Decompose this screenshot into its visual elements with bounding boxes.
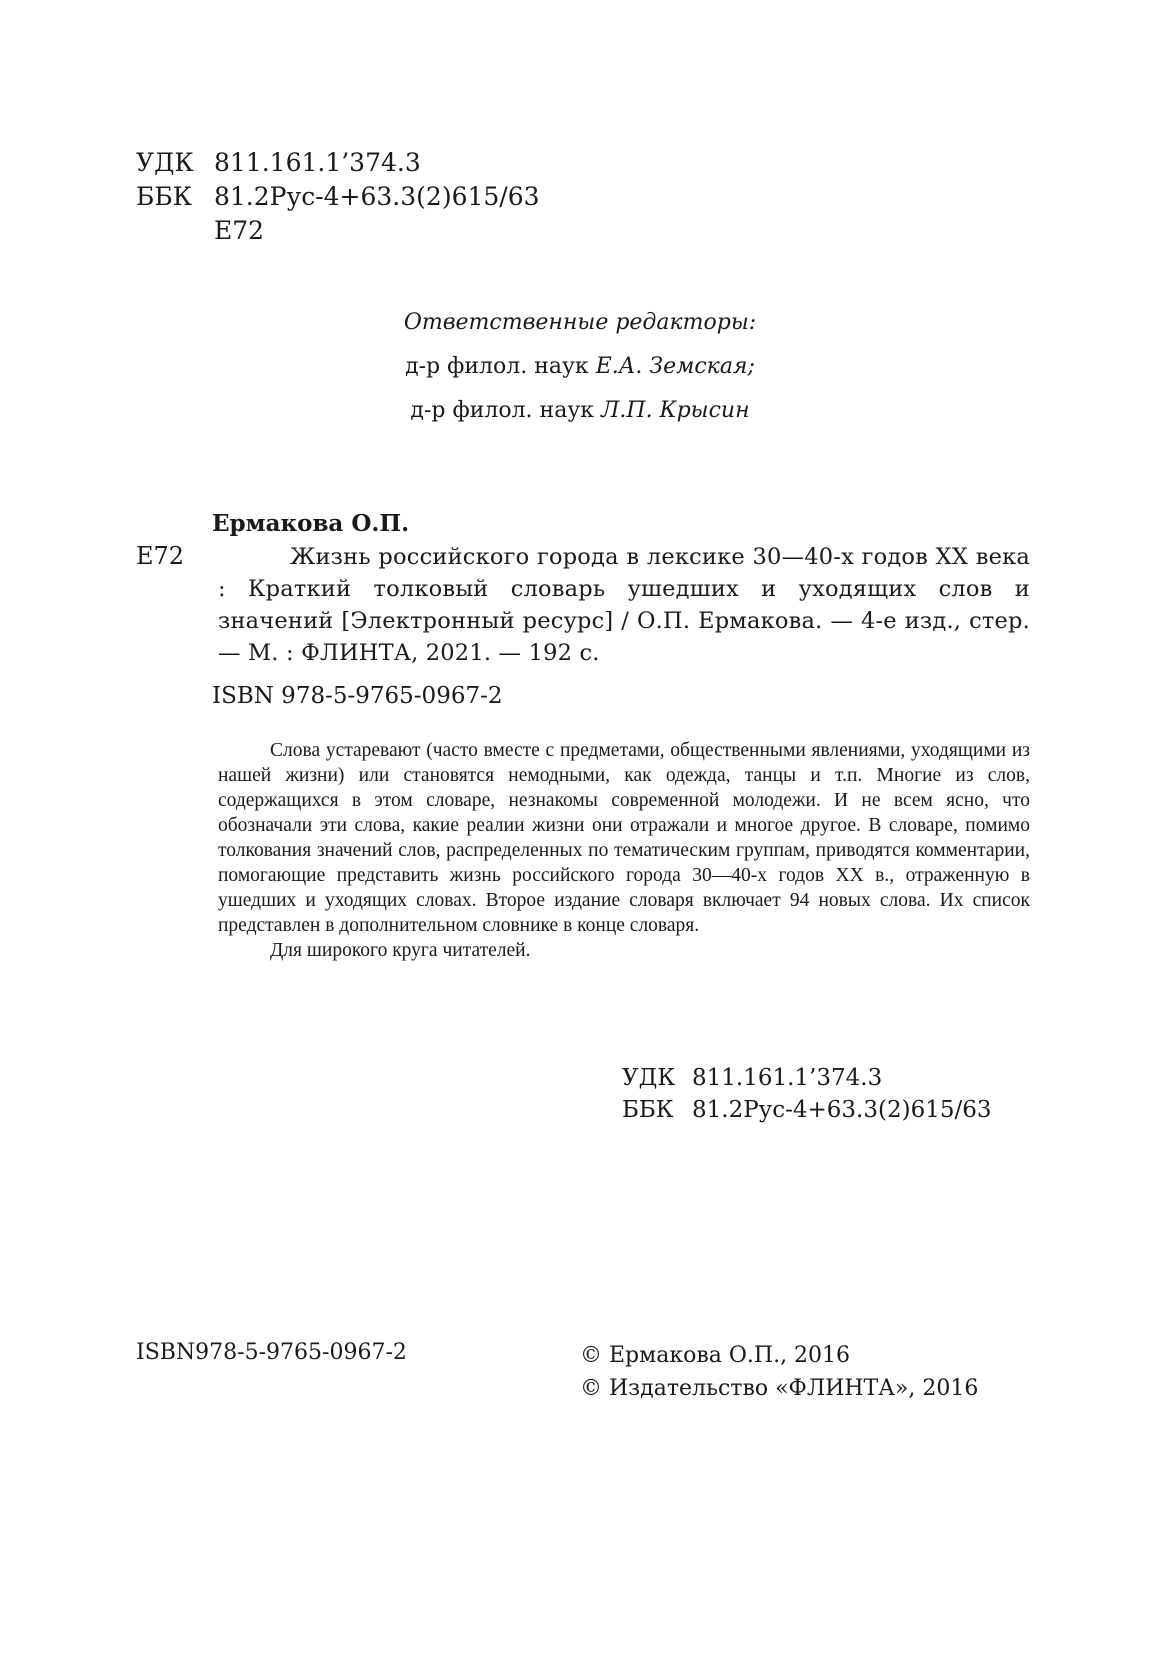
editor-1-degree: д-р филол. наук	[405, 354, 589, 379]
udk-label: УДК	[136, 148, 194, 177]
bbk-label: ББК	[136, 182, 193, 211]
annotation-text: Слова устаревают (часто вместе с предметами, общественными явлениями, уходящими из нашей жизни) или становятся немодными, как одежда, танцы и т.п. Многие из слов, содержащихся в этом словаре, незнакомы современной молодежи. И не всем ясно, что обозначали эти слова, какие реалии жизни они отражали и многое другое. В словаре, помимо толкования значений слов, распределенных по тематическим группам, приводятся комментарии, помогающие представить жизнь российского города 30—40-х годов XX в., отраженную в ушедших и уходящих словах. Второе издание словаря включает 94 новых слова. Их список представлен в дополнительном словнике в конце словаря.	[218, 740, 1030, 936]
bbk-top	[136, 180, 540, 214]
isbn-main: ISBN 978-5-9765-0967-2	[212, 683, 503, 709]
bbk-bottom	[622, 1094, 991, 1127]
editor-1	[380, 348, 780, 386]
author-mark: Е72	[136, 542, 185, 570]
bbk-bottom-value: 81.2Рус-4+63.3(2)615/63	[692, 1097, 992, 1123]
bbk-bottom-label: ББК	[622, 1097, 674, 1123]
bbk-value: 81.2Рус-4+63.3(2)615/63	[214, 182, 540, 211]
copyright-1: © Ермакова О.П., 2016	[580, 1343, 851, 1368]
isbn-footer: ISBN978-5-9765-0967-2	[136, 1340, 407, 1365]
editor-2-degree: д-р филол. наук	[410, 398, 595, 423]
annotation	[218, 738, 1030, 963]
editor-2-name: Л.П. Крысин	[601, 398, 750, 423]
annotation-audience: Для широкого круга читателей.	[270, 940, 531, 961]
udk-top	[136, 146, 421, 180]
author-mark-top: Е72	[214, 216, 265, 245]
copyright-2: © Издательство «ФЛИНТА», 2016	[580, 1376, 979, 1401]
author-heading: Ермакова О.П.	[212, 510, 410, 537]
editor-2	[380, 392, 780, 430]
editors-heading: Ответственные редакторы:	[403, 310, 757, 335]
editors-block	[380, 304, 780, 430]
editor-1-name: Е.А. Земская;	[595, 354, 755, 379]
udk-value: 811.161.1’374.3	[214, 148, 421, 177]
udk-bottom-value: 811.161.1’374.3	[692, 1065, 883, 1091]
bib-description: Жизнь российского города в лексике 30—40-х годов XX века : Краткий толковый словарь ушедших и уходящих слов и значений [Электронный ресурс] / О.П. Ермакова. — 4-е изд., стер. — М. : ФЛИНТА, 2021. — 192 с.	[218, 544, 1030, 666]
udk-bottom-label: УДК	[622, 1065, 676, 1091]
udk-bottom	[622, 1062, 882, 1095]
